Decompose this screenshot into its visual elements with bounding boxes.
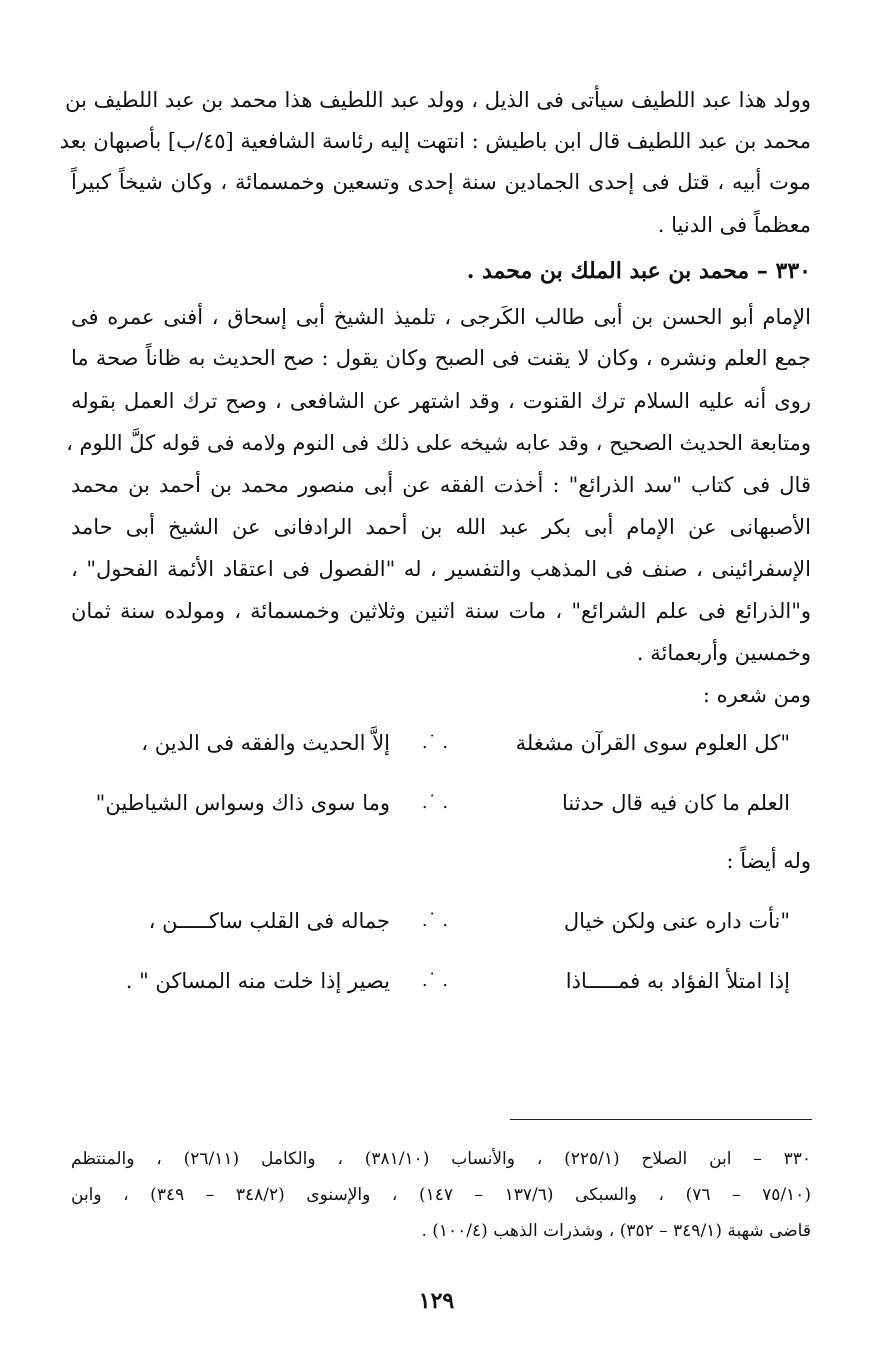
page-number: ١٢٩	[418, 1288, 455, 1314]
entry-line-6: الأصبهانى عن الإمام أبى بكر عبد الله بن أحمد الرادفانى عن الشيخ أبى حامد	[71, 515, 811, 539]
verse-hemistich-second: وما سوى ذاك وسواس الشياطين"	[95, 791, 390, 815]
verse-hemistich-second: جماله فى القلب ساكـــــن ،	[148, 909, 390, 933]
entry-line-8: و"الذرائع فى علم الشرائع" ، مات سنة اثنين وثلاثين وخمسمائة ، ومولده سنة ثمان	[71, 599, 811, 623]
verse-separator: . ˙.	[421, 970, 449, 991]
entry-line-9: وخمسين وأربعمائة .	[636, 641, 811, 665]
verse-separator: . ˙.	[421, 732, 449, 753]
entry-line-1: الإمام أبو الحسن بن أبى طالب الكَرجى ، تلميذ الشيخ أبى إسحاق ، أفنى عمره فى	[71, 305, 811, 329]
verse-separator: . ˙.	[421, 910, 449, 931]
footnote-divider	[510, 1119, 812, 1120]
verse-hemistich-second: إلاَّ الحديث والفقه فى الدين ،	[141, 731, 390, 755]
body-line-3: موت أبيه ، قتل فى إحدى الجمادين سنة إحدى وتسعين وخمسمائة ، وكان شيخاً كبيراً	[71, 170, 811, 194]
footnote-line-1: ٣٣٠ – ابن الصلاح (٢٢٥/١) ، والأنساب (٣٨١/١٠) ، والكامل (٢٦/١١) ، والمنتظم	[71, 1149, 812, 1169]
entry-line-7: الإسفرائينى ، صنف فى المذهب والتفسير ، له "الفصول فى اعتقاد الأئمة الفحول" ،	[71, 557, 811, 581]
poem-intro-1: ومن شعره :	[702, 683, 811, 707]
poem-intro-2: وله أيضاً :	[726, 849, 811, 873]
verse-row-2	[90, 787, 790, 819]
body-line-1: وولد هذا عبد اللطيف سيأتى فى الذيل ، وولد عبد اللطيف هذا محمد بن عبد اللطيف بن	[65, 88, 811, 112]
verse-hemistich-first: "كل العلوم سوى القرآن مشغلة	[515, 731, 790, 755]
entry-line-5: قال فى كتاب "سد الذرائع" : أخذت الفقه عن أبى منصور محمد بن أحمد بن محمد	[71, 473, 811, 497]
footnote-line-3: قاضى شهبة (٣٤٩/١ – ٣٥٢) ، وشذرات الذهب (١٠٠/٤) .	[421, 1221, 811, 1241]
entry-line-2: جمع العلم ونشره ، وكان لا يقنت فى الصبح وكان يقول : صح الحديث به ظاناً صحة ما	[71, 346, 811, 370]
verse-hemistich-first: "نأت داره عنى ولكن خيال	[563, 909, 790, 933]
verse-hemistich-second: يصير إذا خلت منه المساكن " .	[125, 969, 390, 993]
verse-row-1	[90, 727, 790, 759]
footnote-line-2: (٧٥/١٠ – ٧٦) ، والسبكى (١٣٧/٦ – ١٤٧) ، والإسنوى (٣٤٨/٢ – ٣٤٩) ، وابن	[71, 1185, 811, 1205]
body-line-2: محمد بن عبد اللطيف قال ابن باطيش : انتهت إليه رئاسة الشافعية [٤٥/ب] بأصبهان بعد	[59, 129, 811, 153]
verse-hemistich-first: العلم ما كان فيه قال حدثنا	[561, 791, 790, 815]
entry-heading: ٣٣٠ – محمد بن عبد الملك بن محمد .	[466, 258, 811, 284]
entry-line-3: روى أنه عليه السلام ترك القنوت ، وقد اشتهر عن الشافعى ، وصح ترك العمل بقوله	[71, 389, 811, 413]
verse-row-3	[90, 905, 790, 937]
body-line-4: معظماً فى الدنيا .	[657, 213, 811, 237]
verse-row-4	[90, 965, 790, 997]
entry-line-4: ومتابعة الحديث الصحيح ، وقد عابه شيخه على ذلك فى النوم ولامه فى قوله كلَّ اللوم ،	[66, 431, 811, 455]
verse-separator: . ˙.	[421, 792, 449, 813]
verse-hemistich-first: إذا امتلأ الفؤاد به فمـــــاذا	[565, 969, 790, 993]
